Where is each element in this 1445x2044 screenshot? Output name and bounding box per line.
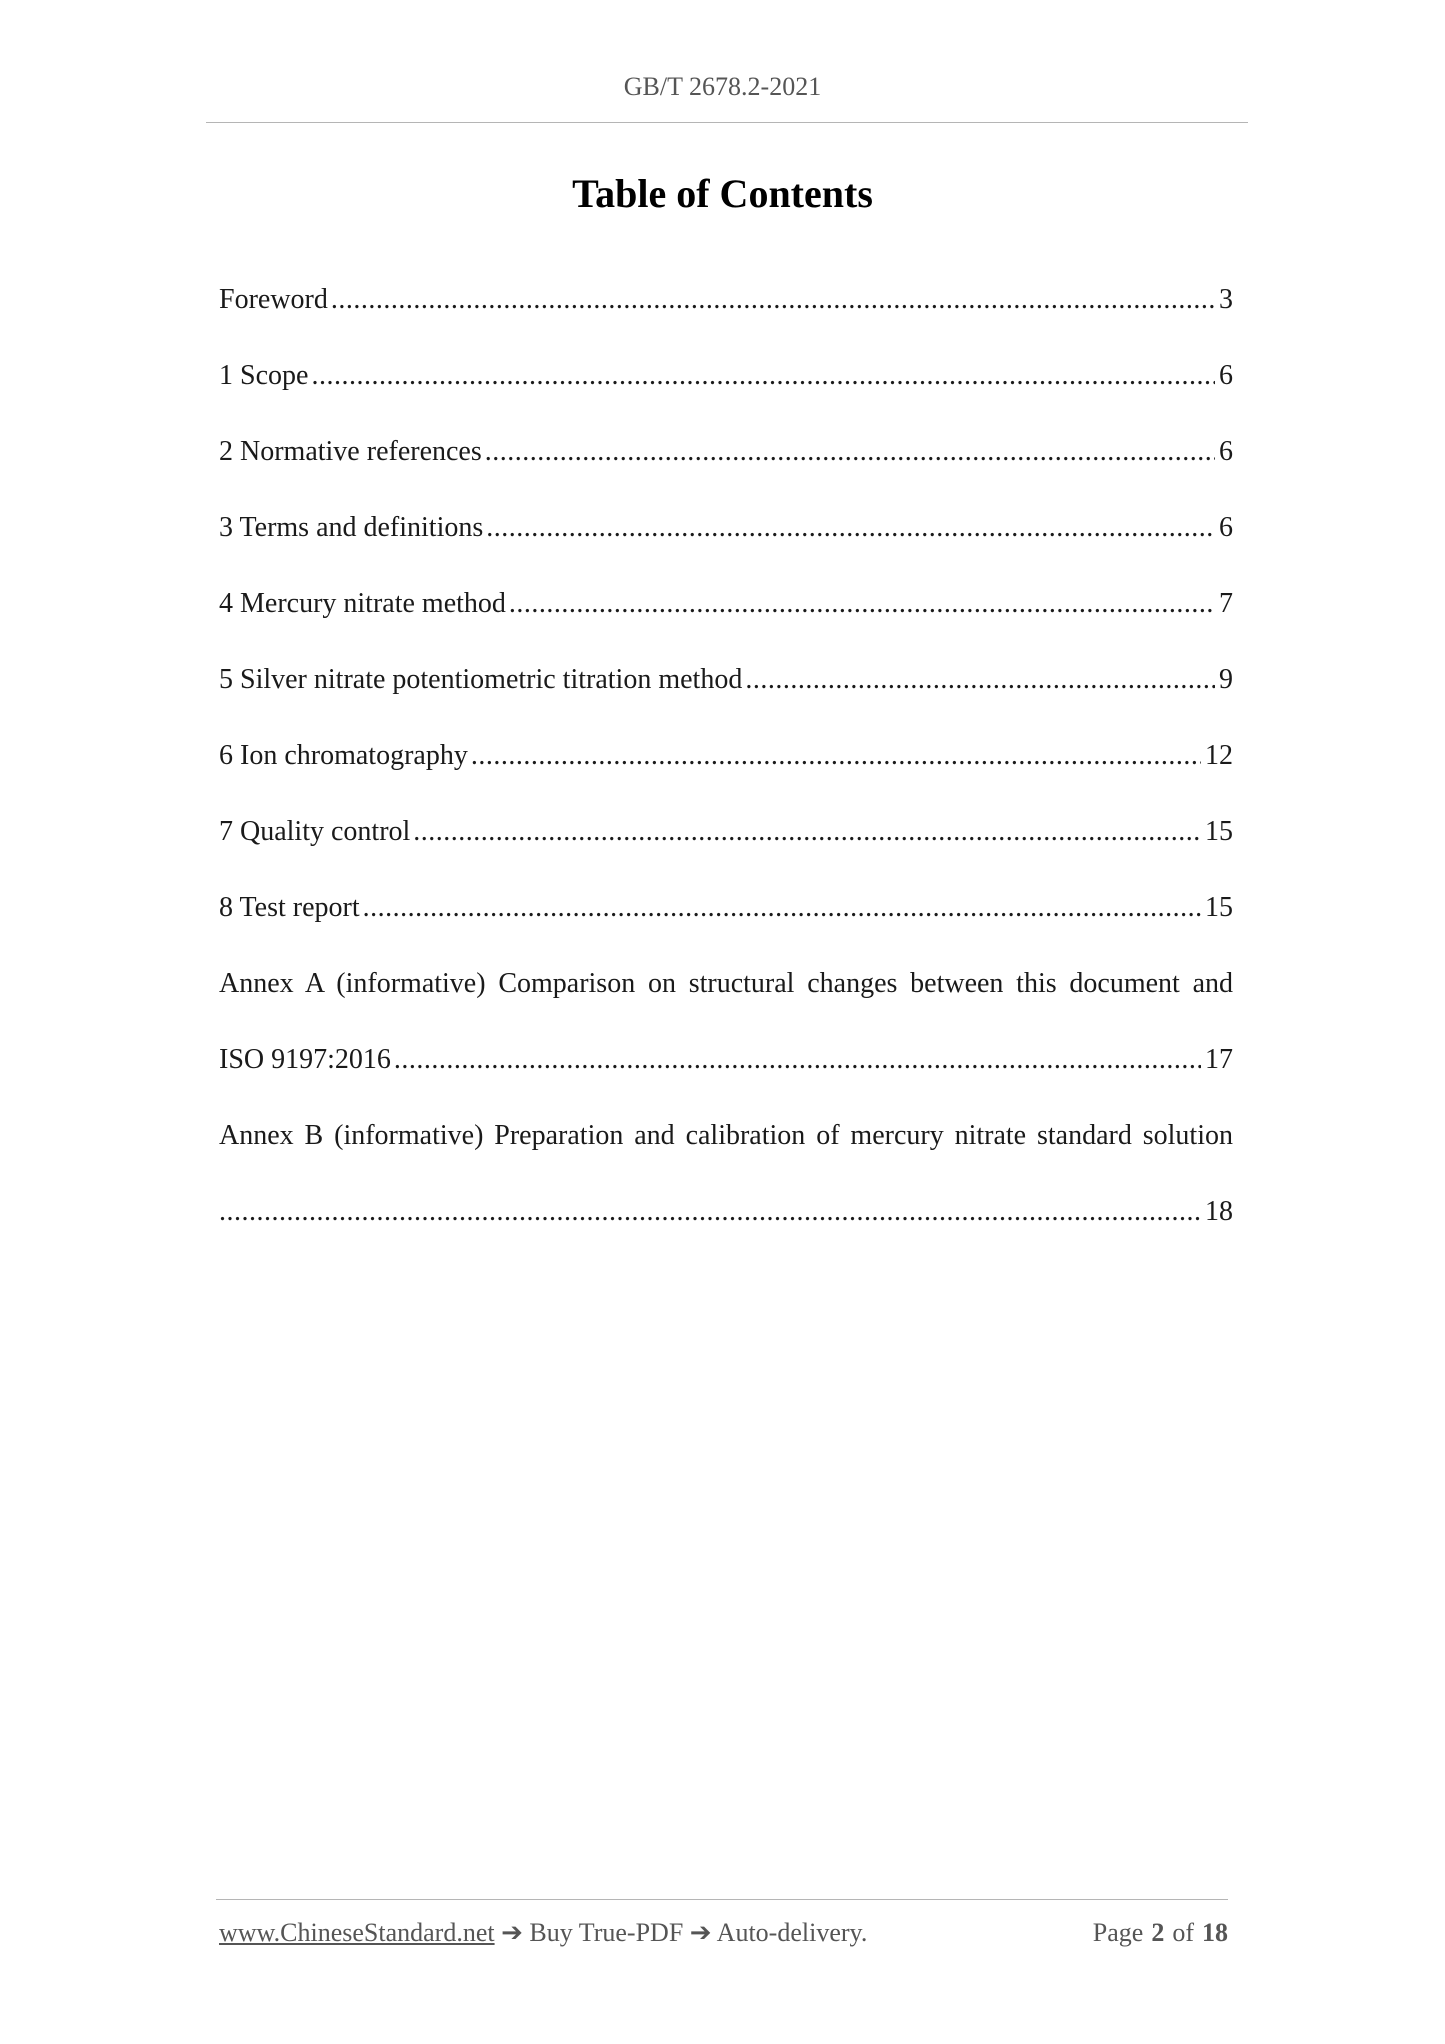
- document-id: GB/T 2678.2-2021: [623, 72, 822, 101]
- toc-entry-page: 7: [1219, 588, 1233, 619]
- dot-leader: [394, 1044, 1201, 1076]
- footer-promo: [219, 1918, 867, 1948]
- dot-leader: [219, 1196, 1201, 1228]
- arrow-right-icon: ➔: [689, 1918, 712, 1947]
- toc-entry-label: Annex A (informative) Comparison on structural changes between this document and: [219, 968, 1233, 999]
- dot-leader: [331, 284, 1215, 316]
- toc-entry-silver-nitrate[interactable]: [219, 664, 1233, 740]
- dot-leader: [363, 892, 1201, 924]
- toc-entry-terms-definitions[interactable]: [219, 512, 1233, 588]
- dot-leader: [413, 816, 1201, 848]
- toc-entry-label: ISO 9197:2016: [219, 1044, 391, 1075]
- delivery-text: Auto-delivery.: [716, 1918, 868, 1947]
- toc-entry-label: 4 Mercury nitrate method: [219, 588, 506, 619]
- toc-entry-page: 15: [1205, 892, 1233, 923]
- dot-leader: [471, 740, 1201, 772]
- toc-entry-annex-b[interactable]: [219, 1120, 1233, 1196]
- toc-entry-label: 3 Terms and definitions: [219, 512, 484, 543]
- toc-entry-page: 12: [1205, 740, 1233, 771]
- toc-entry-page: 6: [1219, 512, 1233, 543]
- toc-entry-foreword[interactable]: [219, 284, 1233, 360]
- toc-entry-page: 17: [1205, 1044, 1233, 1075]
- toc-entry-annex-a-continued[interactable]: [219, 1044, 1233, 1120]
- toc-entry-scope[interactable]: [219, 360, 1233, 436]
- total-pages-number: 18: [1202, 1918, 1228, 1947]
- toc-entry-label: Annex B (informative) Preparation and calibration of mercury nitrate standard solution: [219, 1120, 1233, 1151]
- buy-text: Buy True-PDF: [529, 1918, 684, 1947]
- page-footer: [219, 1918, 1228, 1948]
- toc-entry-label: Foreword: [219, 284, 328, 315]
- toc-entry-page: 18: [1205, 1196, 1233, 1227]
- dot-leader: [745, 664, 1215, 696]
- toc-entry-label: 7 Quality control: [219, 816, 411, 847]
- toc-entry-annex-b-continued[interactable]: [219, 1196, 1233, 1272]
- page-title: Table of Contents: [572, 171, 873, 216]
- toc-entry-normative-references[interactable]: [219, 436, 1233, 512]
- toc-entry-test-report[interactable]: [219, 892, 1233, 968]
- toc-entry-label: 6 Ion chromatography: [219, 740, 468, 771]
- toc-entry-quality-control[interactable]: [219, 816, 1233, 892]
- footer-divider: [216, 1899, 1228, 1900]
- toc-entry-mercury-nitrate[interactable]: [219, 588, 1233, 664]
- dot-leader: [311, 360, 1215, 392]
- current-page-number: 2: [1151, 1918, 1165, 1947]
- toc-entry-page: 6: [1219, 360, 1233, 391]
- toc-entry-page: 3: [1219, 284, 1233, 315]
- toc-entry-page: 9: [1219, 664, 1233, 695]
- dot-leader: [509, 588, 1215, 620]
- toc-entry-label: 5 Silver nitrate potentiometric titration method: [219, 664, 743, 695]
- arrow-right-icon: ➔: [501, 1918, 523, 1947]
- toc-entry-annex-a[interactable]: [219, 968, 1233, 1044]
- site-link[interactable]: www.ChineseStandard.net: [219, 1918, 495, 1947]
- dot-leader: [485, 436, 1215, 468]
- toc-entry-label: 8 Test report: [219, 892, 360, 923]
- page-word: Page: [1092, 1918, 1144, 1947]
- header-divider: [206, 122, 1248, 123]
- table-of-contents: [219, 284, 1233, 1272]
- toc-entry-ion-chromatography[interactable]: [219, 740, 1233, 816]
- document-header: [0, 72, 1445, 102]
- toc-entry-label: 1 Scope: [219, 360, 309, 391]
- toc-entry-label: 2 Normative references: [219, 436, 482, 467]
- of-word: of: [1172, 1918, 1194, 1947]
- dot-leader: [486, 512, 1215, 544]
- toc-entry-page: 6: [1219, 436, 1233, 467]
- page-indicator: [1093, 1918, 1228, 1948]
- toc-entry-page: 15: [1205, 816, 1233, 847]
